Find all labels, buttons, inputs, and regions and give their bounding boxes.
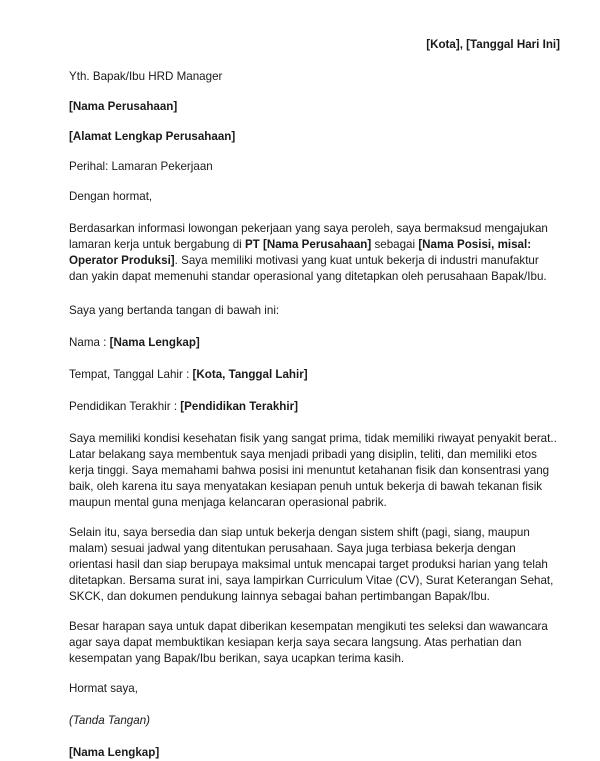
intro-paragraph — [69, 221, 560, 285]
company-address: [Alamat Lengkap Perusahaan] — [69, 130, 236, 143]
sign-off: Hormat saya, — [69, 682, 138, 695]
intro-text-1: Berdasarkan informasi lowongan pekerjaan yang saya peroleh, saya bermaksud mengajukan lamaran kerja untuk bergabung di — [69, 222, 548, 251]
company-name: [Nama Perusahaan] — [69, 100, 178, 113]
birth-value: [Kota, Tanggal Lahir] — [192, 368, 308, 381]
name-value: [Nama Lengkap] — [109, 336, 200, 349]
signer-name: [Nama Lengkap] — [69, 746, 160, 759]
shift-paragraph: Selain itu, saya bersedia dan siap untuk bekerja dengan sistem shift (pagi, siang, maupun malam) sesuai jadwal yang ditentukan perusahaan. Saya juga terbiasa bekerja dengan orientasi hasil dan siap berupaya maksimal untuk mencapai target produksi harian yang telah ditetapkan. Bersama surat ini, saya lampirkan Curriculum Vitae (CV), Surat Keterangan Sehat, SKCK, dan dokumen pendukung lainnya sebagai bahan pertimbangan Bapak/Ibu. — [69, 526, 554, 603]
intro-text-3: . Saya memiliki motivasi yang kuat untuk bekerja di industri manufaktur dan yakin dapat memenuhi standar operasional yang ditetapkan oleh perusahaan Bapak/Ibu. — [69, 254, 547, 283]
name-row — [69, 335, 560, 351]
name-label: Nama : — [69, 336, 110, 349]
greeting: Dengan hormat, — [69, 190, 153, 203]
education-row — [69, 399, 560, 415]
birth-label: Tempat, Tanggal Lahir : — [69, 368, 193, 381]
intro-company: PT [Nama Perusahaan] — [244, 238, 372, 251]
recipient: Yth. Bapak/Ibu HRD Manager — [69, 70, 223, 83]
birth-row — [69, 367, 560, 383]
closing-paragraph: Besar harapan saya untuk dapat diberikan kesempatan mengikuti tes seleksi dan wawancara agar saya dapat membuktikan kesiapan kerja saya secara langsung. Atas perhatian dan kesempatan yang Bapak/Ibu berikan, saya ucapkan terima kasih. — [69, 620, 548, 665]
date-line: [Kota], [Tanggal Hari Ini] — [426, 38, 560, 51]
intro-position: [Nama Posisi, misal: Operator Produksi] — [69, 238, 532, 267]
intro-text-2: sebagai — [371, 238, 419, 251]
education-label: Pendidikan Terakhir : — [69, 400, 181, 413]
health-paragraph: Saya memiliki kondisi kesehatan fisik yang sangat prima, tidak memiliki riwayat penyakit berat.. Latar belakang saya membentuk saya menjadi pribadi yang disiplin, teliti, dan memiliki etos kerja tinggi. Saya memahami bahwa posisi ini menuntut ketahanan fisik dan konsentrasi yang baik, oleh karena itu saya menyatakan kesiapan penuh untuk bekerja di bawah tekanan fisik maupun mental guna menjaga kelancaran operasional pabrik. — [69, 432, 557, 509]
education-value: [Pendidikan Terakhir] — [180, 400, 298, 413]
signed-below-line: Saya yang bertanda tangan di bawah ini: — [69, 304, 280, 317]
signature-placeholder: (Tanda Tangan) — [69, 714, 151, 727]
subject-line: Perihal: Lamaran Pekerjaan — [69, 160, 213, 173]
